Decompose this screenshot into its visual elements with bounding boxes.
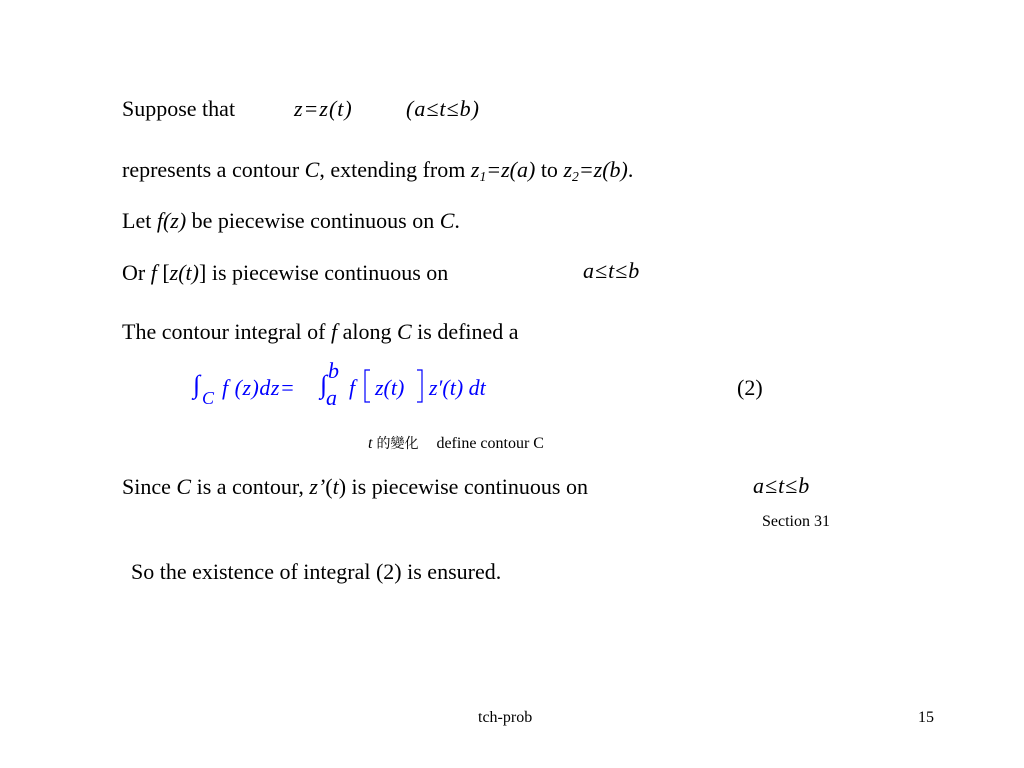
footer-title — [478, 710, 532, 726]
line-since — [122, 476, 588, 498]
since-paren-open: ( — [325, 474, 333, 499]
note-line — [368, 436, 544, 452]
or-text: Or — [122, 260, 151, 285]
note-rest: define contour C — [436, 435, 544, 452]
integrand-rest: z′(t) dt — [429, 375, 486, 400]
integral-sign-2: ∫ — [320, 370, 328, 399]
since-text-2: is a contour, — [191, 474, 310, 499]
let-fz: f(z) — [156, 208, 187, 233]
z2-value: =z(b) — [578, 157, 628, 182]
conclusion-line — [131, 561, 501, 583]
line6-range-text: a≤t≤b — [753, 473, 811, 498]
z1-symbol: z — [470, 157, 480, 182]
line4-range — [583, 260, 640, 282]
integral-upper-limit: b — [328, 358, 339, 383]
since-C: C — [176, 474, 192, 499]
conclusion-text: So the existence of integral (2) is ensured. — [131, 559, 502, 584]
line1-equation — [294, 98, 353, 120]
contour-text-1: represents a contour — [122, 157, 305, 182]
z2-symbol: z — [563, 157, 572, 182]
or-zt: z(t) — [169, 260, 199, 285]
note-chinese: 的變化 — [376, 436, 419, 452]
line-suppose — [122, 98, 235, 120]
z1-value: =z(a) — [486, 157, 536, 182]
section-reference — [762, 514, 830, 530]
or-text-2: ] is piecewise continuous on — [199, 260, 449, 285]
integrand-f: f — [349, 375, 356, 400]
line1-eq: z=z(t) — [294, 96, 353, 121]
page-number-text: 15 — [918, 709, 934, 726]
let-text: Let — [122, 208, 157, 233]
or-bracket-open: [ — [156, 260, 170, 285]
note-t: t — [368, 435, 373, 452]
equation-number — [737, 377, 763, 399]
integrand-zt: z(t) — [375, 375, 405, 400]
line6-range — [753, 475, 810, 497]
suppose-text: Suppose that — [122, 96, 236, 121]
line1-range-text: (a≤t≤b) — [406, 96, 480, 121]
line1-range — [406, 98, 480, 120]
page-number — [918, 710, 934, 726]
integral-def-text-2: along — [337, 319, 397, 344]
integral-sign-1: ∫ — [193, 370, 201, 399]
footer-title-text: tch-prob — [478, 709, 533, 726]
equation-number-text: (2) — [737, 375, 763, 400]
contour-text-to: to — [535, 157, 564, 182]
since-zprime: z’ — [309, 474, 326, 499]
since-text-3: ) is piecewise continuous on — [338, 474, 588, 499]
integral-lhs: f (z)dz= — [222, 375, 296, 400]
let-C: C — [439, 208, 455, 233]
integral-def-f: f — [330, 319, 338, 344]
integral-lower-limit: a — [326, 385, 337, 410]
integral-def-text-1: The contour integral of — [122, 319, 331, 344]
contour-period: . — [627, 157, 634, 182]
line-contour — [122, 157, 634, 185]
since-text: Since — [122, 474, 177, 499]
integral-def-text-3: is defined a — [411, 319, 519, 344]
contour-text-2: , extending from — [319, 157, 471, 182]
line4-range-text: a≤t≤b — [583, 258, 641, 283]
let-period: . — [454, 208, 460, 233]
let-text-2: be piecewise continuous on — [186, 208, 440, 233]
integral-subscript-c: C — [202, 388, 215, 408]
integral-def-C: C — [396, 319, 412, 344]
line-integral-def — [122, 321, 519, 343]
line-let — [122, 210, 460, 232]
z2-subscript: 2 — [572, 169, 579, 185]
contour-C: C — [304, 157, 320, 182]
section-text: Section 31 — [762, 513, 830, 530]
since-t: t — [332, 474, 339, 499]
z1-subscript: 1 — [479, 169, 487, 185]
or-f: f — [150, 260, 157, 285]
line-or — [122, 262, 448, 284]
